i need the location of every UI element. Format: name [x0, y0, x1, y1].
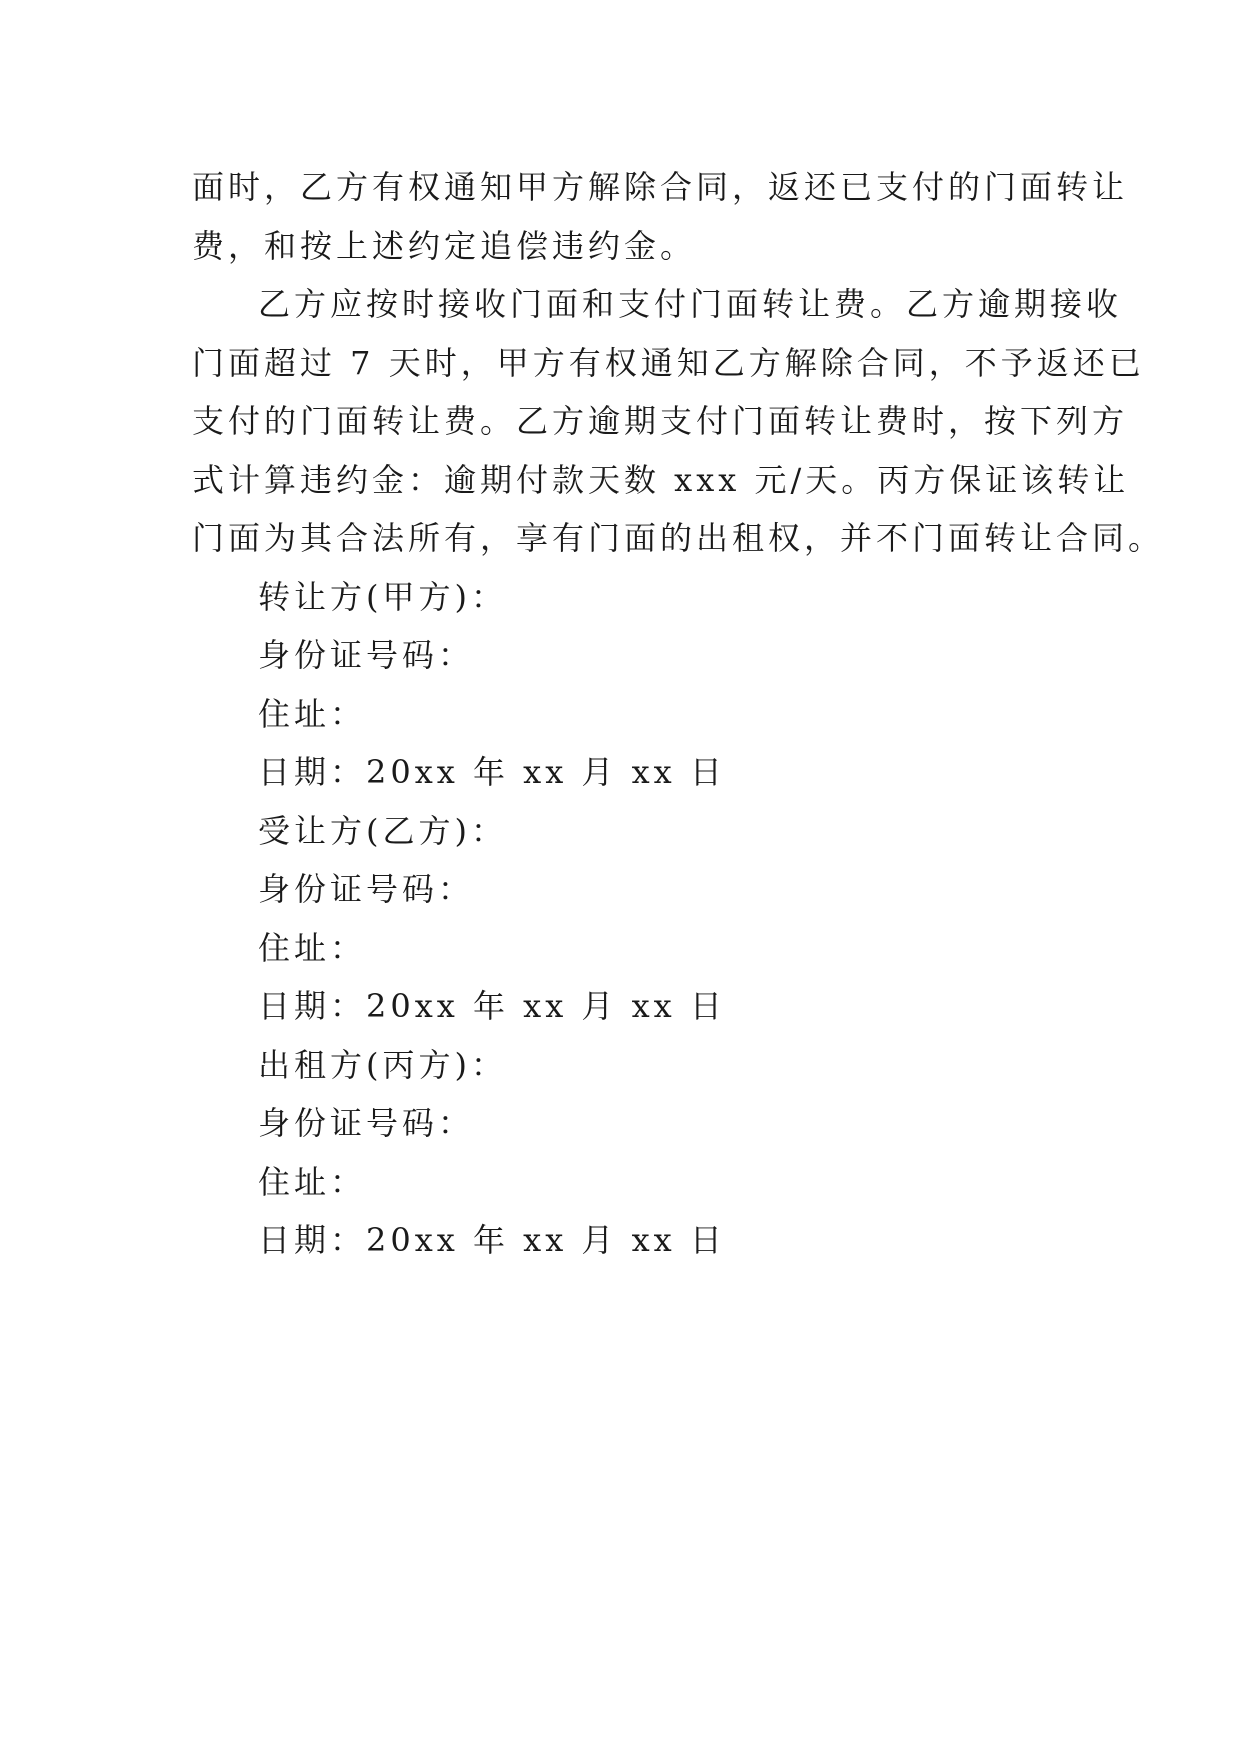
- signature-date-field: 日期：20xx 年 xx 月 xx 日: [258, 753, 726, 791]
- signature-party-title: 出租方(丙方)：: [258, 1045, 507, 1084]
- signature-date-field: 日期：20xx 年 xx 月 xx 日: [258, 987, 726, 1025]
- document-body: [192, 158, 1165, 1270]
- text-line: 费，和按上述约定追偿违约金。: [192, 226, 697, 265]
- signature-address-field: 住址：: [258, 1162, 367, 1201]
- signature-block-party-c: [192, 1036, 1052, 1270]
- signature-id-field: 身份证号码：: [258, 636, 475, 674]
- text-line: 面时，乙方有权通知甲方解除合同，返还已支付的门面转让: [192, 168, 1129, 206]
- signature-address-field: 住址：: [258, 694, 367, 733]
- text-line: 门面超过 7 天时，甲方有权通知乙方解除合同，不予返还已: [192, 343, 1145, 382]
- signature-id-field: 身份证号码：: [258, 1104, 475, 1142]
- text-line: 支付的门面转让费。乙方逾期支付门面转让费时，按下列方: [192, 402, 1129, 440]
- signature-block-party-a: [192, 568, 1052, 802]
- signature-party-title: 转让方(甲方)：: [258, 577, 507, 616]
- signature-block-party-b: [192, 802, 1052, 1036]
- signature-party-title: 受让方(乙方)：: [258, 811, 507, 850]
- text-line: 门面为其合法所有，享有门面的出租权，并不门面转让合同。: [192, 519, 1165, 557]
- paragraph-breach-lessee: [192, 275, 1165, 568]
- text-line: 乙方应按时接收门面和支付门面转让费。乙方逾期接收: [258, 285, 1123, 323]
- paragraph-breach-lessor: [192, 158, 1129, 275]
- signature-date-field: 日期：20xx 年 xx 月 xx 日: [258, 1221, 726, 1259]
- signature-address-field: 住址：: [258, 928, 367, 967]
- text-line: 式计算违约金：逾期付款天数 xxx 元/天。丙方保证该转让: [192, 460, 1130, 499]
- signature-id-field: 身份证号码：: [258, 870, 475, 908]
